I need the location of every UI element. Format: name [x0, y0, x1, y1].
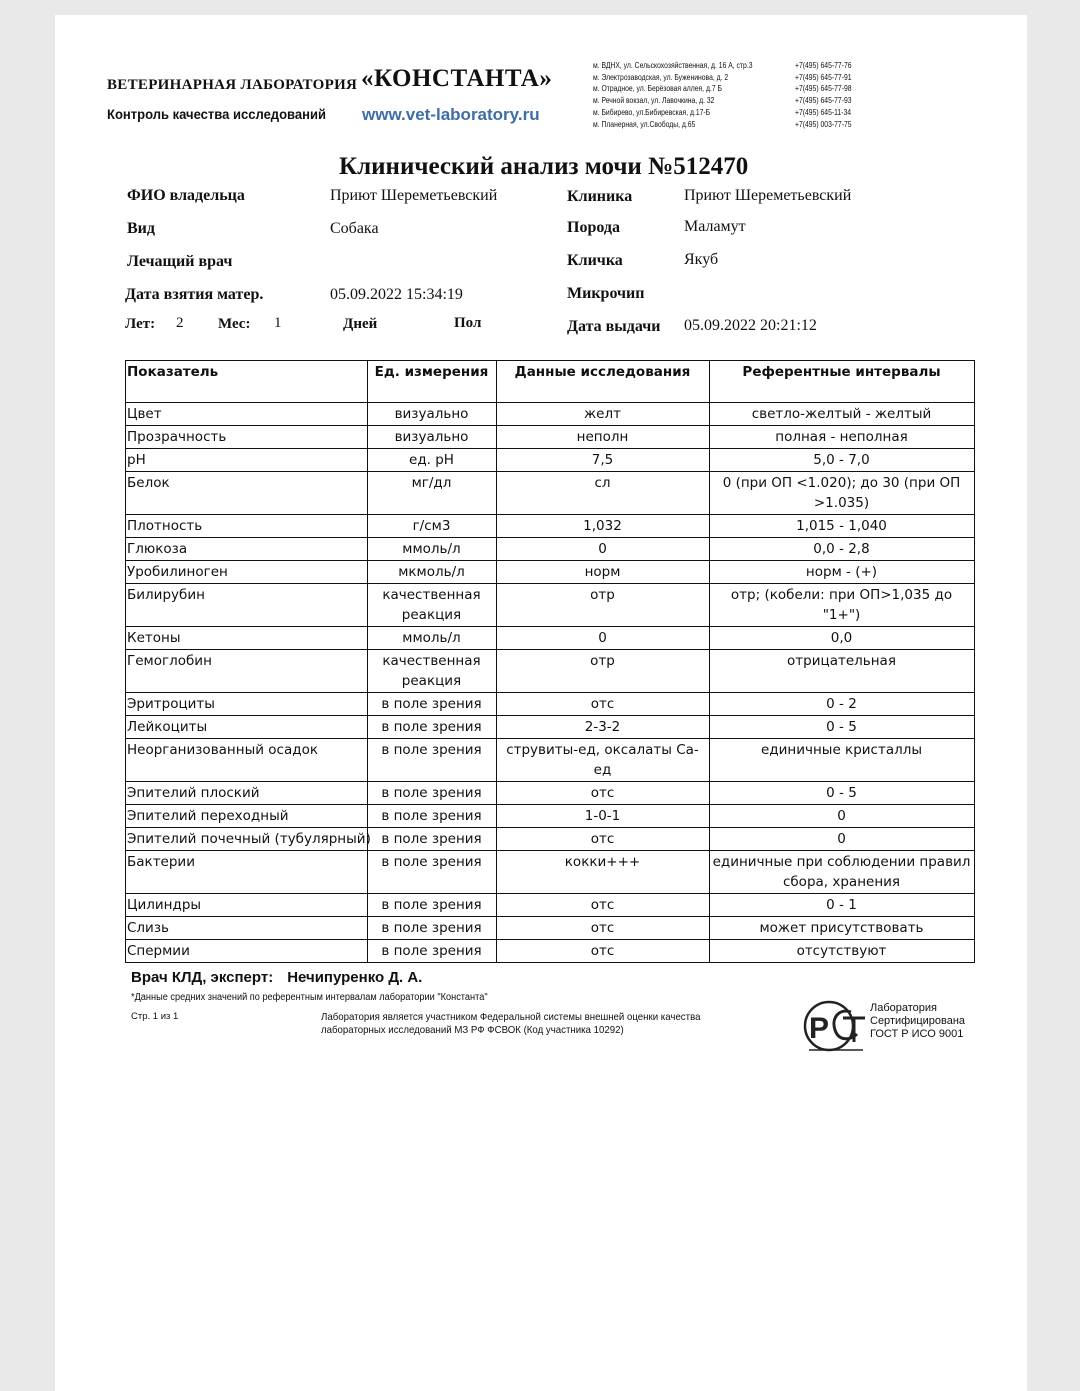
- table-cell: отс: [497, 782, 710, 805]
- nickname-label: Кличка: [567, 252, 623, 269]
- table-cell: Плотность: [126, 515, 368, 538]
- table-cell: Билирубин: [126, 584, 368, 627]
- table-cell: визуально: [368, 403, 497, 426]
- table-cell: качественная реакция: [368, 650, 497, 693]
- lab-phones: [795, 60, 852, 130]
- table-cell: отрицательная: [710, 650, 975, 693]
- address-line: м. Отрадное, ул. Берёзовая аллея, д.7 Б: [593, 84, 722, 94]
- table-cell: 1,032: [497, 515, 710, 538]
- vet-label: Лечащий врач: [127, 253, 233, 270]
- lab-name: «КОНСТАНТА»: [361, 65, 553, 92]
- table-row: [126, 805, 975, 828]
- table-cell: Слизь: [126, 917, 368, 940]
- table-cell: г/см3: [368, 515, 497, 538]
- table-cell: может присутствовать: [710, 917, 975, 940]
- table-cell: в поле зрения: [368, 805, 497, 828]
- table-cell: отсутствуют: [710, 940, 975, 963]
- table-row: [126, 894, 975, 917]
- chip-label: Микрочип: [567, 285, 645, 302]
- table-cell: в поле зрения: [368, 851, 497, 894]
- table-cell: Кетоны: [126, 627, 368, 650]
- years-label: Лет:: [125, 316, 156, 332]
- table-cell: Уробилиноген: [126, 561, 368, 584]
- species-label: Вид: [127, 220, 155, 237]
- table-cell: желт: [497, 403, 710, 426]
- address-line: м. Речной вокзал, ул. Лавочкина, д. 32: [593, 96, 715, 106]
- table-cell: струвиты-ед, оксалаты Ca-ед: [497, 739, 710, 782]
- report-title: Клинический анализ мочи №512470: [339, 153, 749, 180]
- table-cell: 0: [710, 805, 975, 828]
- table-cell: Лейкоциты: [126, 716, 368, 739]
- table-cell: в поле зрения: [368, 693, 497, 716]
- table-cell: Цилиндры: [126, 894, 368, 917]
- table-row: [126, 650, 975, 693]
- table-cell: Прозрачность: [126, 426, 368, 449]
- cert-line: ГОСТ Р ИСО 9001: [870, 1028, 964, 1040]
- phone-line: +7(495) 645-77-93: [795, 96, 852, 106]
- table-cell: Гемоглобин: [126, 650, 368, 693]
- table-cell: в поле зрения: [368, 739, 497, 782]
- table-row: [126, 426, 975, 449]
- table-cell: Эпителий плоский: [126, 782, 368, 805]
- table-cell: Эритроциты: [126, 693, 368, 716]
- table-cell: Глюкоза: [126, 538, 368, 561]
- clinic-value: Приют Шереметьевский: [684, 187, 852, 204]
- issue-date-value: 05.09.2022 20:21:12: [684, 317, 817, 334]
- table-cell: pH: [126, 449, 368, 472]
- table-cell: 0 - 2: [710, 693, 975, 716]
- table-row: [126, 472, 975, 515]
- table-row: [126, 739, 975, 782]
- table-cell: сл: [497, 472, 710, 515]
- doctor-label: Врач КЛД, эксперт:: [131, 969, 274, 986]
- lab-addresses: [593, 60, 752, 130]
- table-cell: в поле зрения: [368, 716, 497, 739]
- doctor-signature: [131, 969, 422, 986]
- column-header: Показатель: [126, 361, 368, 403]
- address-line: м. ВДНХ, ул. Сельскохозяйственная, д. 16 А, стр.3: [593, 61, 753, 70]
- table-row: [126, 538, 975, 561]
- fsvok-line: лабораторных исследований МЗ РФ ФСВОК (Код участника 10292): [321, 1024, 624, 1036]
- table-header-row: [126, 361, 975, 403]
- table-cell: светло-желтый - желтый: [710, 403, 975, 426]
- sample-date-value: 05.09.2022 15:34:19: [330, 286, 463, 303]
- table-cell: Белок: [126, 472, 368, 515]
- breed-label: Порода: [567, 219, 620, 236]
- table-cell: Неорганизованный осадок: [126, 739, 368, 782]
- reference-note: *Данные средних значений по референтным интервалам лаборатории "Константа": [131, 992, 488, 1003]
- months-label: Мес:: [218, 316, 251, 332]
- column-header: Референтные интервалы: [710, 361, 975, 403]
- sample-date-label: Дата взятия матер.: [125, 286, 264, 303]
- months-value: 1: [274, 315, 282, 331]
- table-cell: 1,015 - 1,040: [710, 515, 975, 538]
- issue-date-label: Дата выдачи: [567, 318, 661, 335]
- table-cell: 1-0-1: [497, 805, 710, 828]
- lab-type: ВЕТЕРИНАРНАЯ ЛАБОРАТОРИЯ: [107, 77, 358, 93]
- table-cell: мг/дл: [368, 472, 497, 515]
- table-cell: отр: [497, 650, 710, 693]
- column-header: Ед. измерения: [368, 361, 497, 403]
- table-row: [126, 917, 975, 940]
- table-cell: единичные при соблюдении правил сбора, хранения: [710, 851, 975, 894]
- table-row: [126, 782, 975, 805]
- table-cell: Эпителий переходный: [126, 805, 368, 828]
- table-row: [126, 716, 975, 739]
- doctor-name: Нечипуренко Д. А.: [287, 969, 423, 986]
- nickname-value: Якуб: [684, 251, 719, 268]
- table-cell: в поле зрения: [368, 894, 497, 917]
- table-cell: 2-3-2: [497, 716, 710, 739]
- certification-text: [870, 1002, 965, 1041]
- table-cell: в поле зрения: [368, 782, 497, 805]
- owner-label: ФИО владельца: [127, 187, 245, 204]
- cert-line: Лаборатория: [870, 1002, 937, 1014]
- table-cell: отс: [497, 917, 710, 940]
- address-line: м. Бибирево, ул.Бибиревская, д.17-Б: [593, 107, 711, 117]
- svg-text:P: P: [809, 1012, 830, 1045]
- lab-website-link[interactable]: www.vet-laboratory.ru: [362, 105, 540, 124]
- results-table: [125, 360, 975, 963]
- table-row: [126, 851, 975, 894]
- table-cell: полная - неполная: [710, 426, 975, 449]
- table-row: [126, 940, 975, 963]
- table-cell: 0 - 1: [710, 894, 975, 917]
- table-body: [126, 403, 975, 963]
- table-cell: ммоль/л: [368, 538, 497, 561]
- table-cell: отс: [497, 828, 710, 851]
- years-value: 2: [176, 315, 184, 331]
- table-cell: неполн: [497, 426, 710, 449]
- table-cell: в поле зрения: [368, 940, 497, 963]
- table-cell: отр: [497, 584, 710, 627]
- table-cell: 0 - 5: [710, 782, 975, 805]
- phone-line: +7(495) 645-77-76: [795, 61, 852, 70]
- table-cell: 0,0 - 2,8: [710, 538, 975, 561]
- table-cell: в поле зрения: [368, 828, 497, 851]
- days-label: Дней: [343, 316, 378, 332]
- table-cell: ед. pH: [368, 449, 497, 472]
- fsvok-note: [321, 1011, 700, 1037]
- table-cell: Спермии: [126, 940, 368, 963]
- table-row: [126, 561, 975, 584]
- table-cell: мкмоль/л: [368, 561, 497, 584]
- phone-line: +7(495) 645-11-34: [795, 107, 852, 117]
- table-cell: 7,5: [497, 449, 710, 472]
- table-cell: отс: [497, 894, 710, 917]
- table-cell: норм - (+): [710, 561, 975, 584]
- table-cell: 0,0: [710, 627, 975, 650]
- table-cell: 0 (при ОП <1.020); до 30 (при ОП >1.035): [710, 472, 975, 515]
- table-cell: Бактерии: [126, 851, 368, 894]
- table-cell: Цвет: [126, 403, 368, 426]
- table-cell: отс: [497, 693, 710, 716]
- table-cell: 0: [497, 538, 710, 561]
- table-row: [126, 449, 975, 472]
- report-page: [55, 15, 1027, 1391]
- table-cell: отс: [497, 940, 710, 963]
- address-line: м. Электрозаводская, ул. Буженинова, д. 2: [593, 72, 729, 82]
- table-row: [126, 627, 975, 650]
- table-cell: ммоль/л: [368, 627, 497, 650]
- species-value: Собака: [330, 220, 379, 237]
- page-number: Стр. 1 из 1: [131, 1011, 179, 1022]
- table-cell: Эпителий почечный (тубулярный): [126, 828, 368, 851]
- clinic-label: Клиника: [567, 188, 633, 205]
- rst-certification-logo-icon: [803, 998, 869, 1054]
- table-row: [126, 403, 975, 426]
- table-cell: качественная реакция: [368, 584, 497, 627]
- table-row: [126, 584, 975, 627]
- table-cell: норм: [497, 561, 710, 584]
- cert-line: Сертифицирована: [870, 1015, 966, 1027]
- column-header: Данные исследования: [497, 361, 710, 403]
- table-row: [126, 693, 975, 716]
- owner-value: Приют Шереметьевский: [330, 187, 498, 204]
- address-line: м. Планерная, ул.Свободы, д.65: [593, 119, 696, 129]
- table-cell: 5,0 - 7,0: [710, 449, 975, 472]
- table-row: [126, 515, 975, 538]
- phone-line: +7(495) 645-77-98: [795, 84, 852, 94]
- table-cell: отр; (кобели: при ОП>1,035 до "1+"): [710, 584, 975, 627]
- table-cell: единичные кристаллы: [710, 739, 975, 782]
- table-cell: 0 - 5: [710, 716, 975, 739]
- sex-label: Пол: [454, 315, 482, 331]
- table-cell: кокки+++: [497, 851, 710, 894]
- phone-line: +7(495) 645-77-91: [795, 72, 852, 82]
- table-cell: визуально: [368, 426, 497, 449]
- phone-line: +7(495) 003-77-75: [795, 119, 852, 129]
- lab-tagline: Контроль качества исследований: [107, 106, 326, 122]
- table-cell: 0: [497, 627, 710, 650]
- breed-value: Маламут: [684, 218, 746, 235]
- table-cell: 0: [710, 828, 975, 851]
- table-cell: в поле зрения: [368, 917, 497, 940]
- table-row: [126, 828, 975, 851]
- fsvok-line: Лаборатория является участником Федеральной системы внешней оценки качества: [321, 1011, 701, 1023]
